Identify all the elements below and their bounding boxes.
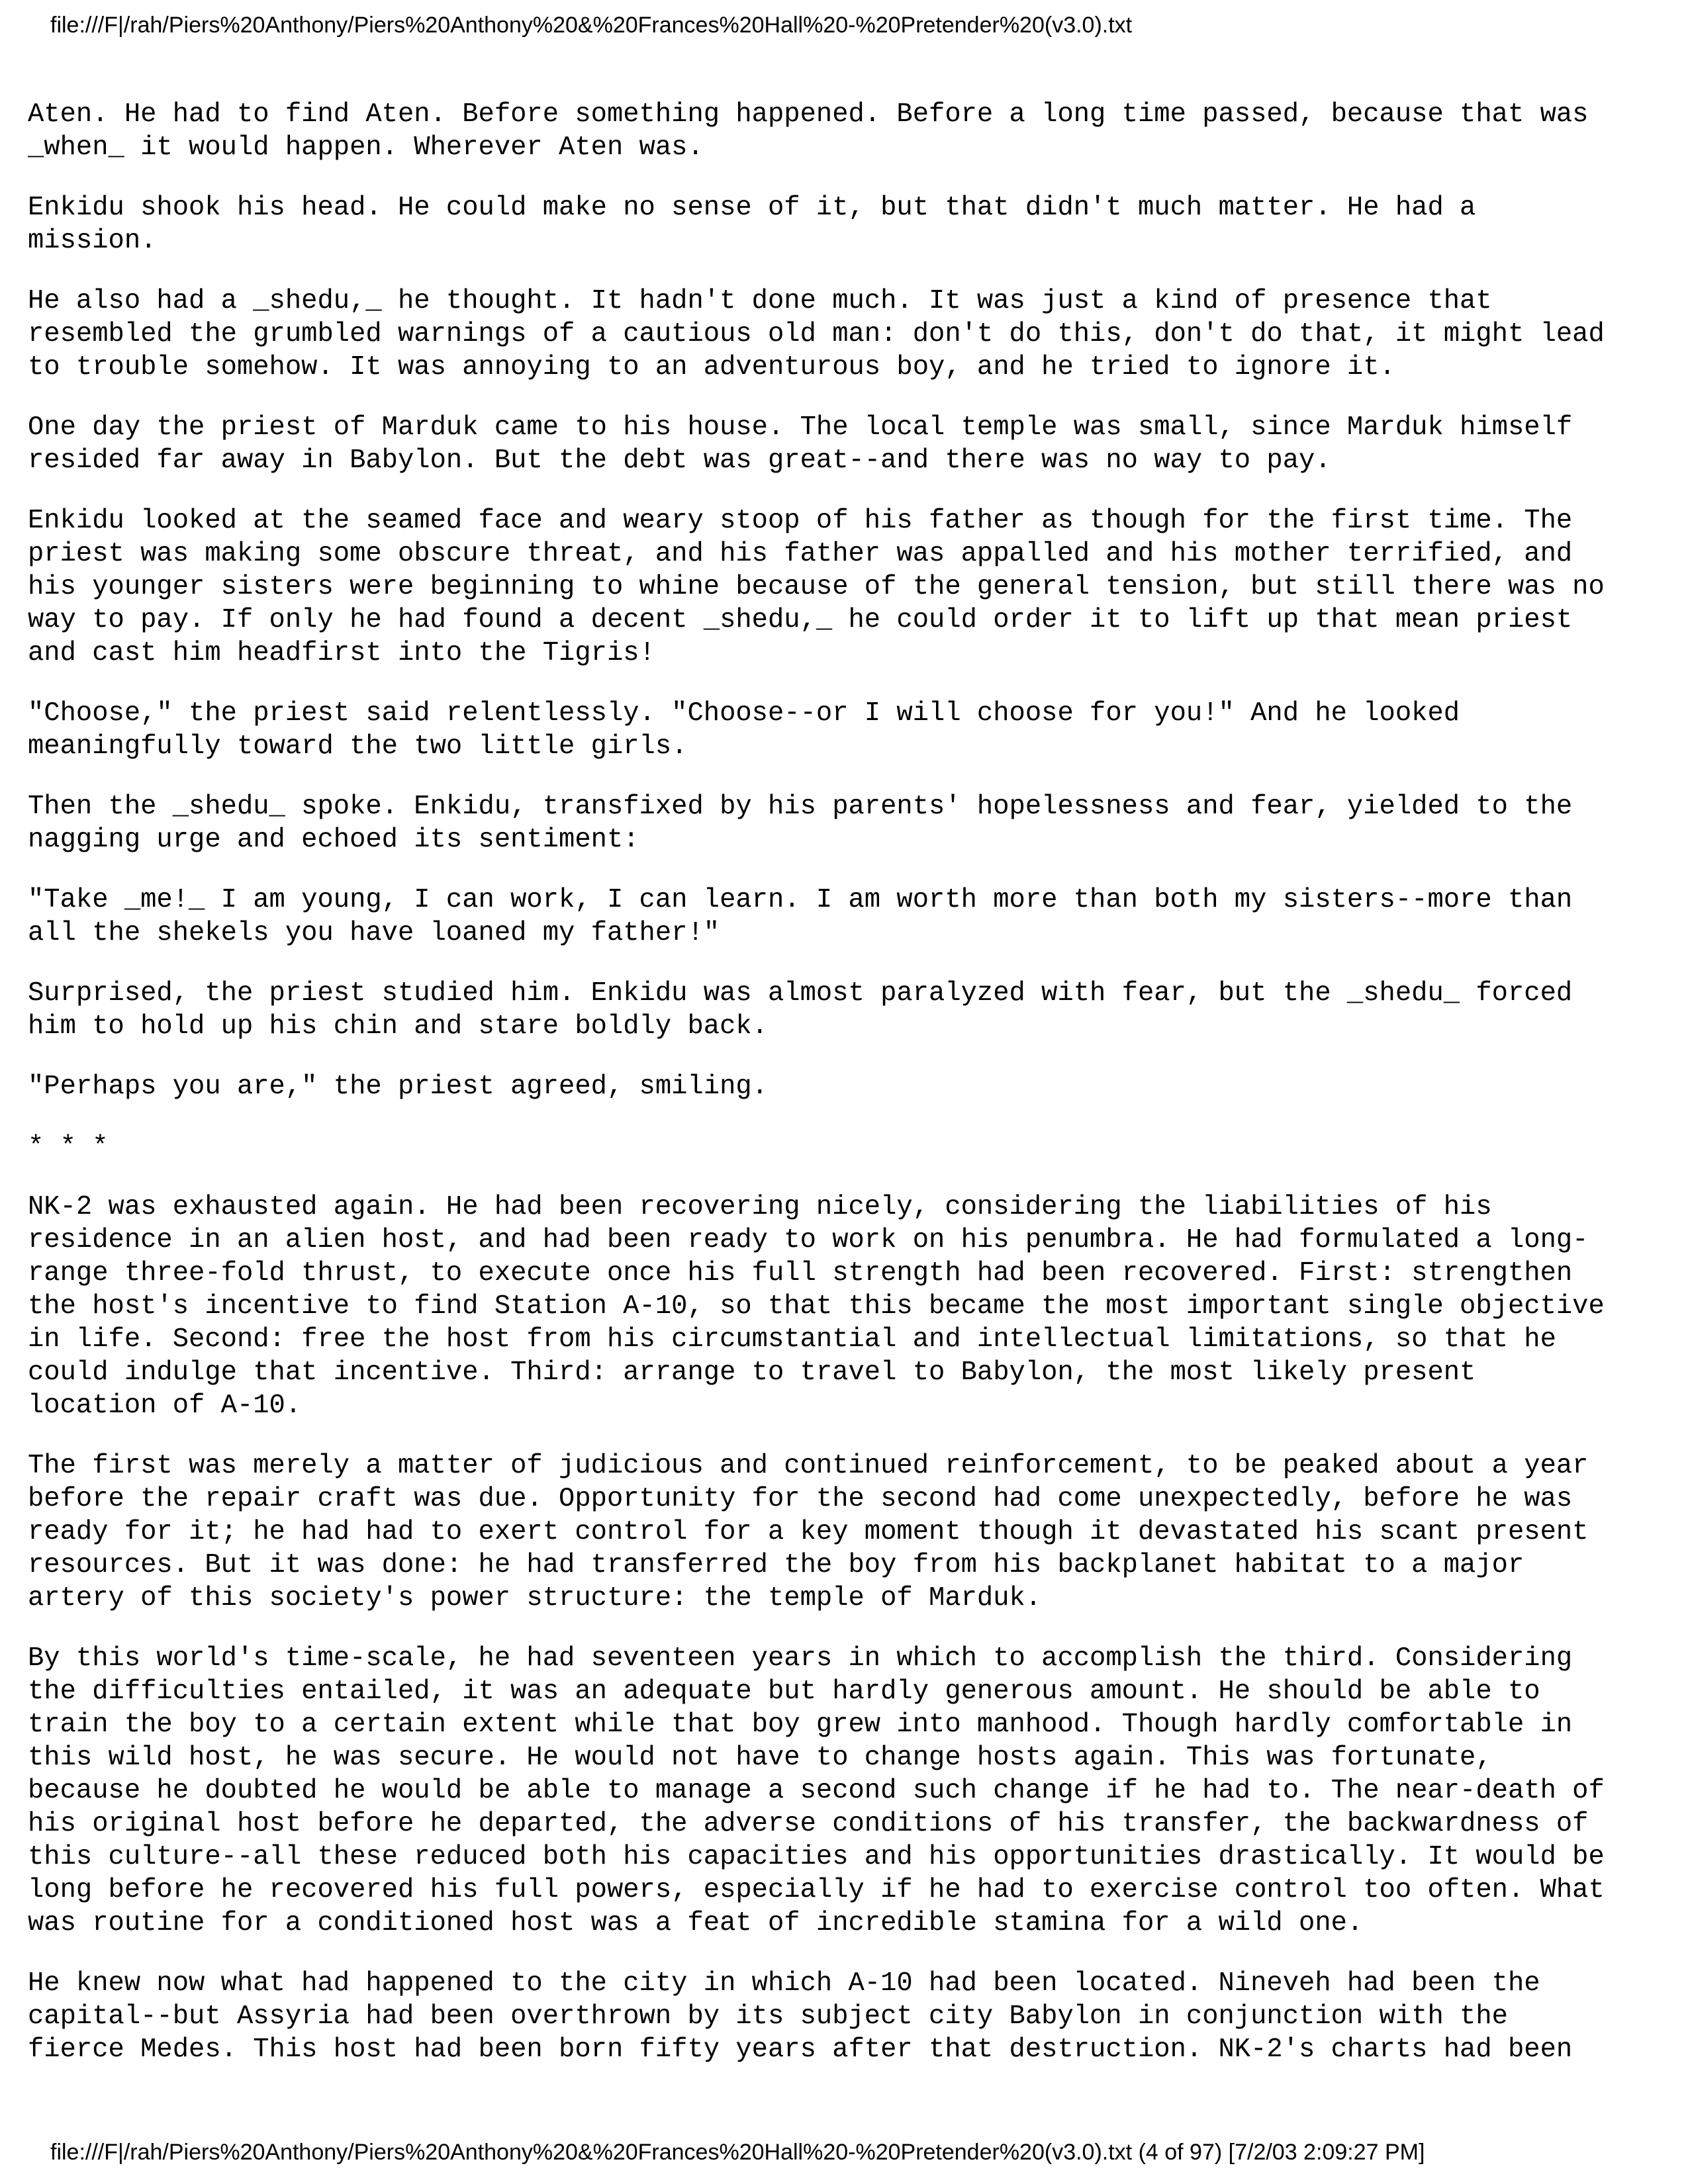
paragraph [28,285,1660,384]
text-line: residence in an alien host, and had been ready to work on his penumbra. He had formulated a long- [28,1225,1589,1255]
paragraph [28,1967,1660,2066]
text-line: nagging urge and echoed its sentiment: [28,825,639,855]
text-line: mission. [28,226,157,256]
text-line: and cast him headfirst into the Tigris! [28,638,655,668]
text-line: "Take _me!_ I am young, I can work, I can learn. I am worth more than both my sisters--more than [28,885,1573,915]
text-line: in life. Second: free the host from his circumstantial and intellectual limitations, so that he [28,1324,1556,1355]
text-line: could indulge that incentive. Third: arrange to travel to Babylon, the most likely present [28,1357,1476,1388]
text-line: By this world's time-scale, he had seventeen years in which to accomplish the third. Considering [28,1643,1573,1674]
file-path-footer: file:///F|/rah/Piers%20Anthony/Piers%20Anthony%20&%20Frances%20Hall%20-%20Pretender%20(v3.0).txt (4 of 97) [7/2/03 2:09:27 PM] [50,2140,1425,2165]
text-line: location of A-10. [28,1390,302,1421]
text-line: way to pay. If only he had found a decent _shedu,_ he could order it to lift up that mean priest [28,605,1573,635]
paragraph [28,884,1660,950]
text-line: NK-2 was exhausted again. He had been recovering nicely, considering the liabilities of his [28,1192,1492,1222]
text-line: range three-fold thrust, to execute once his full strength had been recovered. First: strengthen [28,1258,1573,1289]
text-line: was routine for a conditioned host was a feat of incredible stamina for a wild one. [28,1908,1364,1938]
text-line: fierce Medes. This host had been born fifty years after that destruction. NK-2's charts had been [28,2034,1573,2065]
paragraph [28,1449,1660,1615]
text-line: "Choose," the priest said relentlessly. "Choose--or I will choose for you!" And he looked [28,698,1460,729]
text-line: Surprised, the priest studied him. Enkidu was almost paralyzed with fear, but the _shedu_ forced [28,978,1573,1009]
text-line: Then the _shedu_ spoke. Enkidu, transfixed by his parents' hopelessness and fear, yielded to the [28,792,1573,822]
text-line: Enkidu shook his head. He could make no sense of it, but that didn't much matter. He had a [28,193,1476,223]
paragraph [28,977,1660,1043]
text-line: the difficulties entailed, it was an adequate but hardly generous amount. He should be able to [28,1676,1540,1707]
file-path-header: file:///F|/rah/Piers%20Anthony/Piers%20Anthony%20&%20Frances%20Hall%20-%20Pretender%20(v3.0).txt [50,13,1133,38]
text-line: He knew now what had happened to the city in which A-10 had been located. Nineveh had been the [28,1968,1540,1999]
paragraph [28,697,1660,763]
text-line: his original host before he departed, the adverse conditions of his transfer, the backwardness of [28,1809,1589,1839]
paragraph [28,790,1660,856]
text-line: long before he recovered his full powers, especially if he had to exercise control too often. What [28,1875,1605,1905]
text-line: meaningfully toward the two little girls. [28,731,688,762]
text-line: One day the priest of Marduk came to his house. The local temple was small, since Marduk himself [28,412,1573,443]
document-body [28,98,1660,2093]
paragraph [28,1070,1660,1103]
text-line: train the boy to a certain extent while that boy grew into manhood. Though hardly comfortable in [28,1709,1573,1740]
text-line: resembled the grumbled warnings of a cautious old man: don't do this, don't do that, it might lead [28,319,1605,349]
paragraph [28,191,1660,257]
text-line: his younger sisters were beginning to whine because of the general tension, but still there was no [28,572,1605,602]
text-line: this wild host, he was secure. He would not have to change hosts again. This was fortunate, [28,1743,1492,1773]
paragraph [28,98,1660,164]
text-line: because he doubted he would be able to manage a second such change if he had to. The near-death of [28,1776,1605,1806]
text-line: resources. But it was done: he had transferred the boy from his backplanet habitat to a major [28,1550,1524,1580]
text-line: _when_ it would happen. Wherever Aten was. [28,132,704,163]
text-line: resided far away in Babylon. But the debt was great--and there was no way to pay. [28,445,1331,476]
paragraph [28,504,1660,670]
text-line: Enkidu looked at the seamed face and weary stoop of his father as though for the first time. The [28,506,1573,536]
text-line: capital--but Assyria had been overthrown by its subject city Babylon in conjunction with the [28,2001,1508,2032]
text-line: Aten. He had to find Aten. Before something happened. Before a long time passed, because that was [28,99,1589,130]
text-line: this culture--all these reduced both his capacities and his opportunities drastically. It would be [28,1842,1605,1872]
text-line: artery of this society's power structure: the temple of Marduk. [28,1583,1042,1614]
text-line: "Perhaps you are," the priest agreed, smiling. [28,1071,768,1102]
paragraph [28,1191,1660,1422]
text-line: The first was merely a matter of judicious and continued reinforcement, to be peaked about a year [28,1451,1589,1481]
text-line: him to hold up his chin and stare boldly back. [28,1011,768,1042]
text-line: ready for it; he had had to exert control for a key moment though it devastated his scant present [28,1517,1589,1547]
text-line: * * * [28,1132,109,1162]
text-line: to trouble somehow. It was annoying to an adventurous boy, and he tried to ignore it. [28,352,1395,383]
text-line: all the shekels you have loaned my father!" [28,918,720,948]
paragraph [28,1130,1660,1163]
text-line: before the repair craft was due. Opportunity for the second had come unexpectedly, before he was [28,1484,1573,1514]
paragraph [28,1642,1660,1940]
text-line: priest was making some obscure threat, and his father was appalled and his mother terrified, and [28,539,1573,569]
text-line: the host's incentive to find Station A-10, so that this became the most important single objective [28,1291,1605,1322]
paragraph [28,411,1660,477]
text-line: He also had a _shedu,_ he thought. It hadn't done much. It was just a kind of presence that [28,286,1492,316]
